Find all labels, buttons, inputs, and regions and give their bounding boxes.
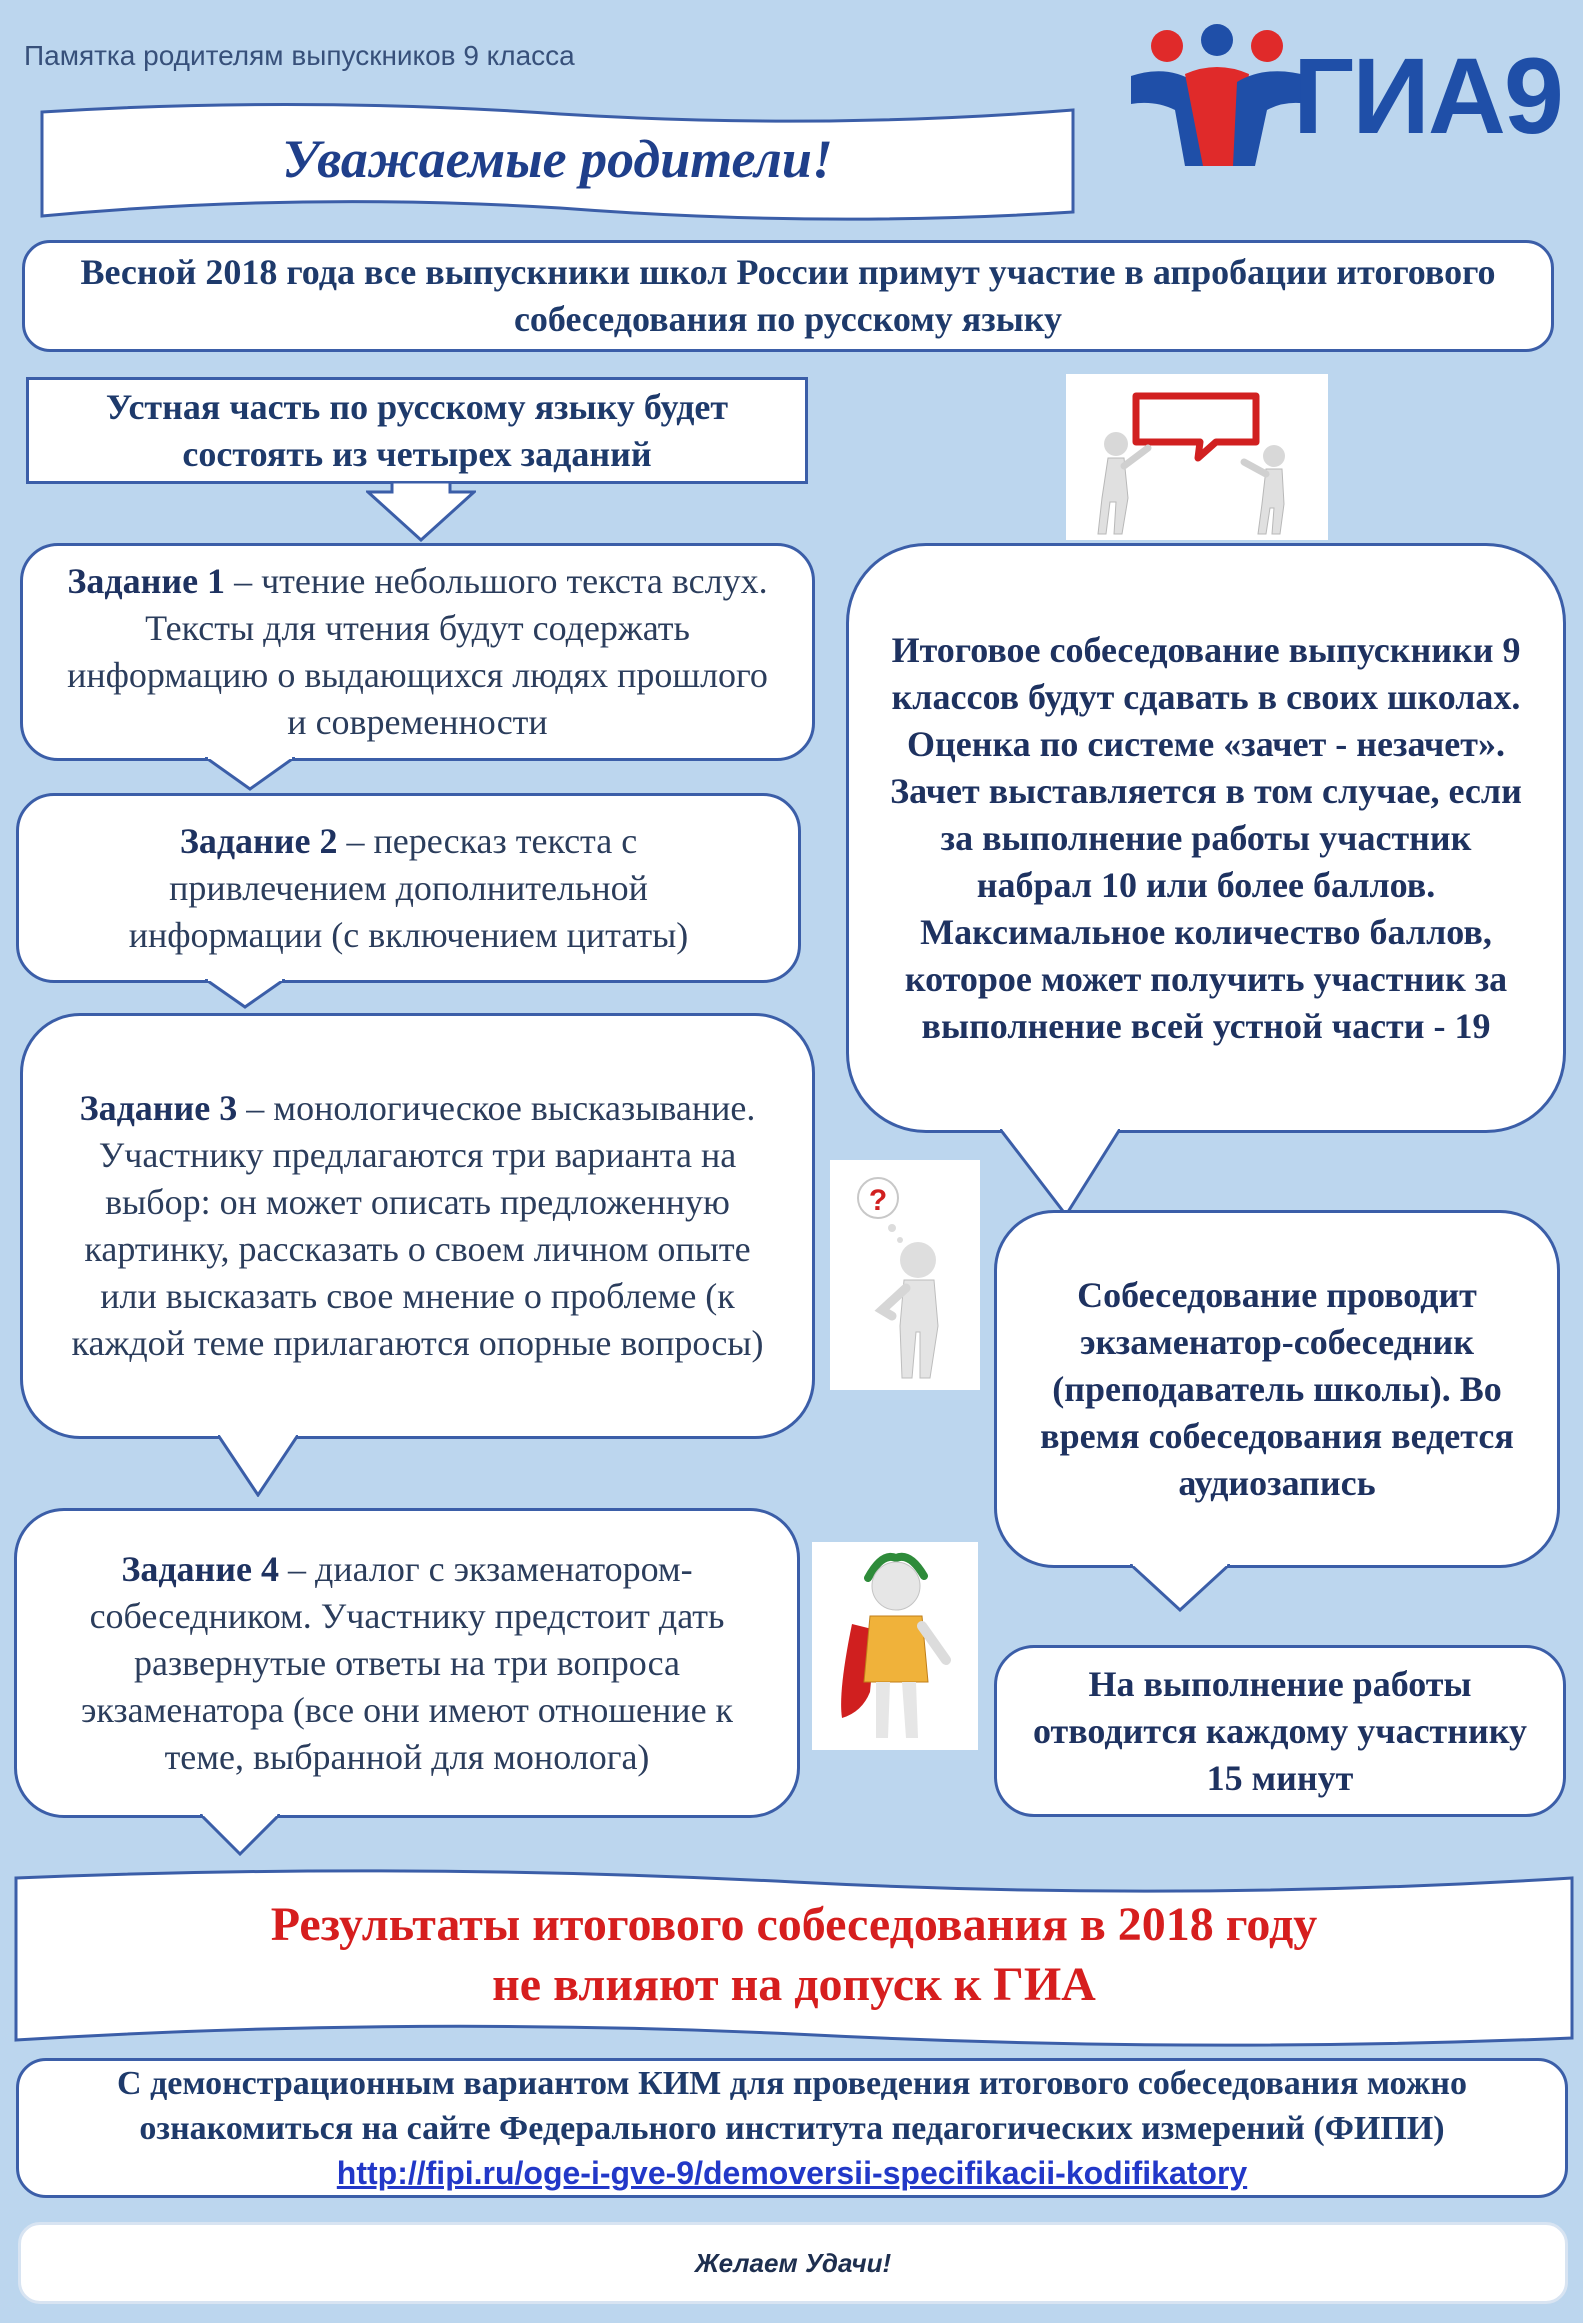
examiner-tail xyxy=(1130,1564,1230,1612)
task-2-label: Задание 2 xyxy=(179,820,338,861)
task-2-tail xyxy=(205,979,285,1009)
task-1-tail xyxy=(205,757,295,791)
task-4-label: Задание 4 xyxy=(121,1548,279,1589)
task-3-text xyxy=(63,1085,772,1367)
down-arrow-icon xyxy=(366,482,476,542)
task-1-text xyxy=(59,558,776,746)
intro-box xyxy=(22,240,1554,352)
gia9-logo xyxy=(1125,20,1565,170)
hero-figure-icon xyxy=(812,1542,978,1750)
question-illustration xyxy=(830,1160,980,1390)
speech-bubble-icon xyxy=(1066,374,1328,540)
task-2-text xyxy=(79,818,738,959)
svg-text:?: ? xyxy=(868,1184,888,1217)
fipi-link[interactable]: http://fipi.ru/oge-i-gve-9/demoversii-specifikacii-kodifikatory xyxy=(336,2154,1248,2191)
task-1-box xyxy=(20,543,815,761)
task-3-description: – монологическое высказывание. Участнику предлагаются три варианта на выбор: он может описать предложенную картинку, рассказать о своем личном опыте или высказать свое мнение о проблеме (к каждой теме прилагаются опорные вопросы) xyxy=(71,1088,764,1363)
examiner-text: Собеседование проводит экзаменатор-собеседник (преподаватель школы). Во время собеседования ведется аудиозапись xyxy=(1040,1274,1514,1503)
task-4-description: – диалог с экзаменатором-собеседником. Участнику предстоит дать развернутые ответы на три вопроса экзаменатора (все они имеют отношение к теме, выбранной для монолога) xyxy=(80,1548,734,1777)
time-text: На выполнение работы отводится каждому участнику 15 минут xyxy=(1033,1663,1527,1798)
page-title: Уважаемые родители! xyxy=(282,129,833,189)
results-line-1: Результаты итогового собеседования в 2018 году xyxy=(270,1898,1318,1951)
assessment-text: Итоговое собеседование выпускники 9 классов будут сдавать в своих школах. Оценка по системе «зачет - незачет». Зачет выставляется в том случае, если за выполнение работы участник набрал 10 или более баллов. Максимальное количество баллов, которое может получить участник за выполнение всей устной части - 19 xyxy=(890,629,1522,1046)
hero-illustration xyxy=(812,1542,978,1750)
task-4-box xyxy=(14,1508,800,1818)
task-1-description: – чтение небольшого текста вслух. Тексты для чтения будут содержать информацию о выдающихся людях прошлого и современности xyxy=(67,561,768,742)
assessment-tail xyxy=(1000,1129,1120,1219)
examiner-box xyxy=(994,1210,1560,1568)
results-notice xyxy=(14,1895,1574,2015)
good-luck-text: Желаем Удачи! xyxy=(694,2247,892,2278)
fipi-text xyxy=(39,2061,1545,2196)
task-3-tail xyxy=(218,1435,298,1497)
time-box xyxy=(994,1645,1566,1817)
header-note: Памятка родителям выпускников 9 класса xyxy=(24,40,575,71)
fipi-box xyxy=(16,2058,1568,2198)
task-3-box xyxy=(20,1013,815,1439)
assessment-box xyxy=(846,543,1566,1133)
people-logo-icon xyxy=(1125,20,1315,170)
oral-part-text: Устная часть по русскому языку будет состоять из четырех заданий xyxy=(105,386,729,474)
task-4-tail xyxy=(200,1814,280,1856)
task-2-description: – пересказ текста с привлечением дополнительной информации (с включением цитаты) xyxy=(128,820,689,955)
good-luck-box xyxy=(18,2222,1568,2304)
task-4-text xyxy=(51,1546,763,1781)
logo-text: ГИА9 xyxy=(1293,35,1562,156)
dialogue-illustration xyxy=(1066,374,1328,540)
results-line-2: не влияют на допуск к ГИА xyxy=(492,1958,1096,2011)
task-2-box xyxy=(16,793,801,983)
question-mark-icon xyxy=(830,1160,980,1390)
intro-text: Весной 2018 года все выпускники школ России примут участие в апробации итогового собеседования по русскому языку xyxy=(80,252,1496,339)
task-3-label: Задание 3 xyxy=(79,1088,238,1128)
task-1-label: Задание 1 xyxy=(67,561,226,601)
fipi-description: С демонстрационным вариантом КИМ для проведения итогового собеседования можно ознакомиться на сайте Федерального института педагогических измерений (ФИПИ) xyxy=(117,2064,1467,2147)
oral-part-box xyxy=(26,377,808,484)
